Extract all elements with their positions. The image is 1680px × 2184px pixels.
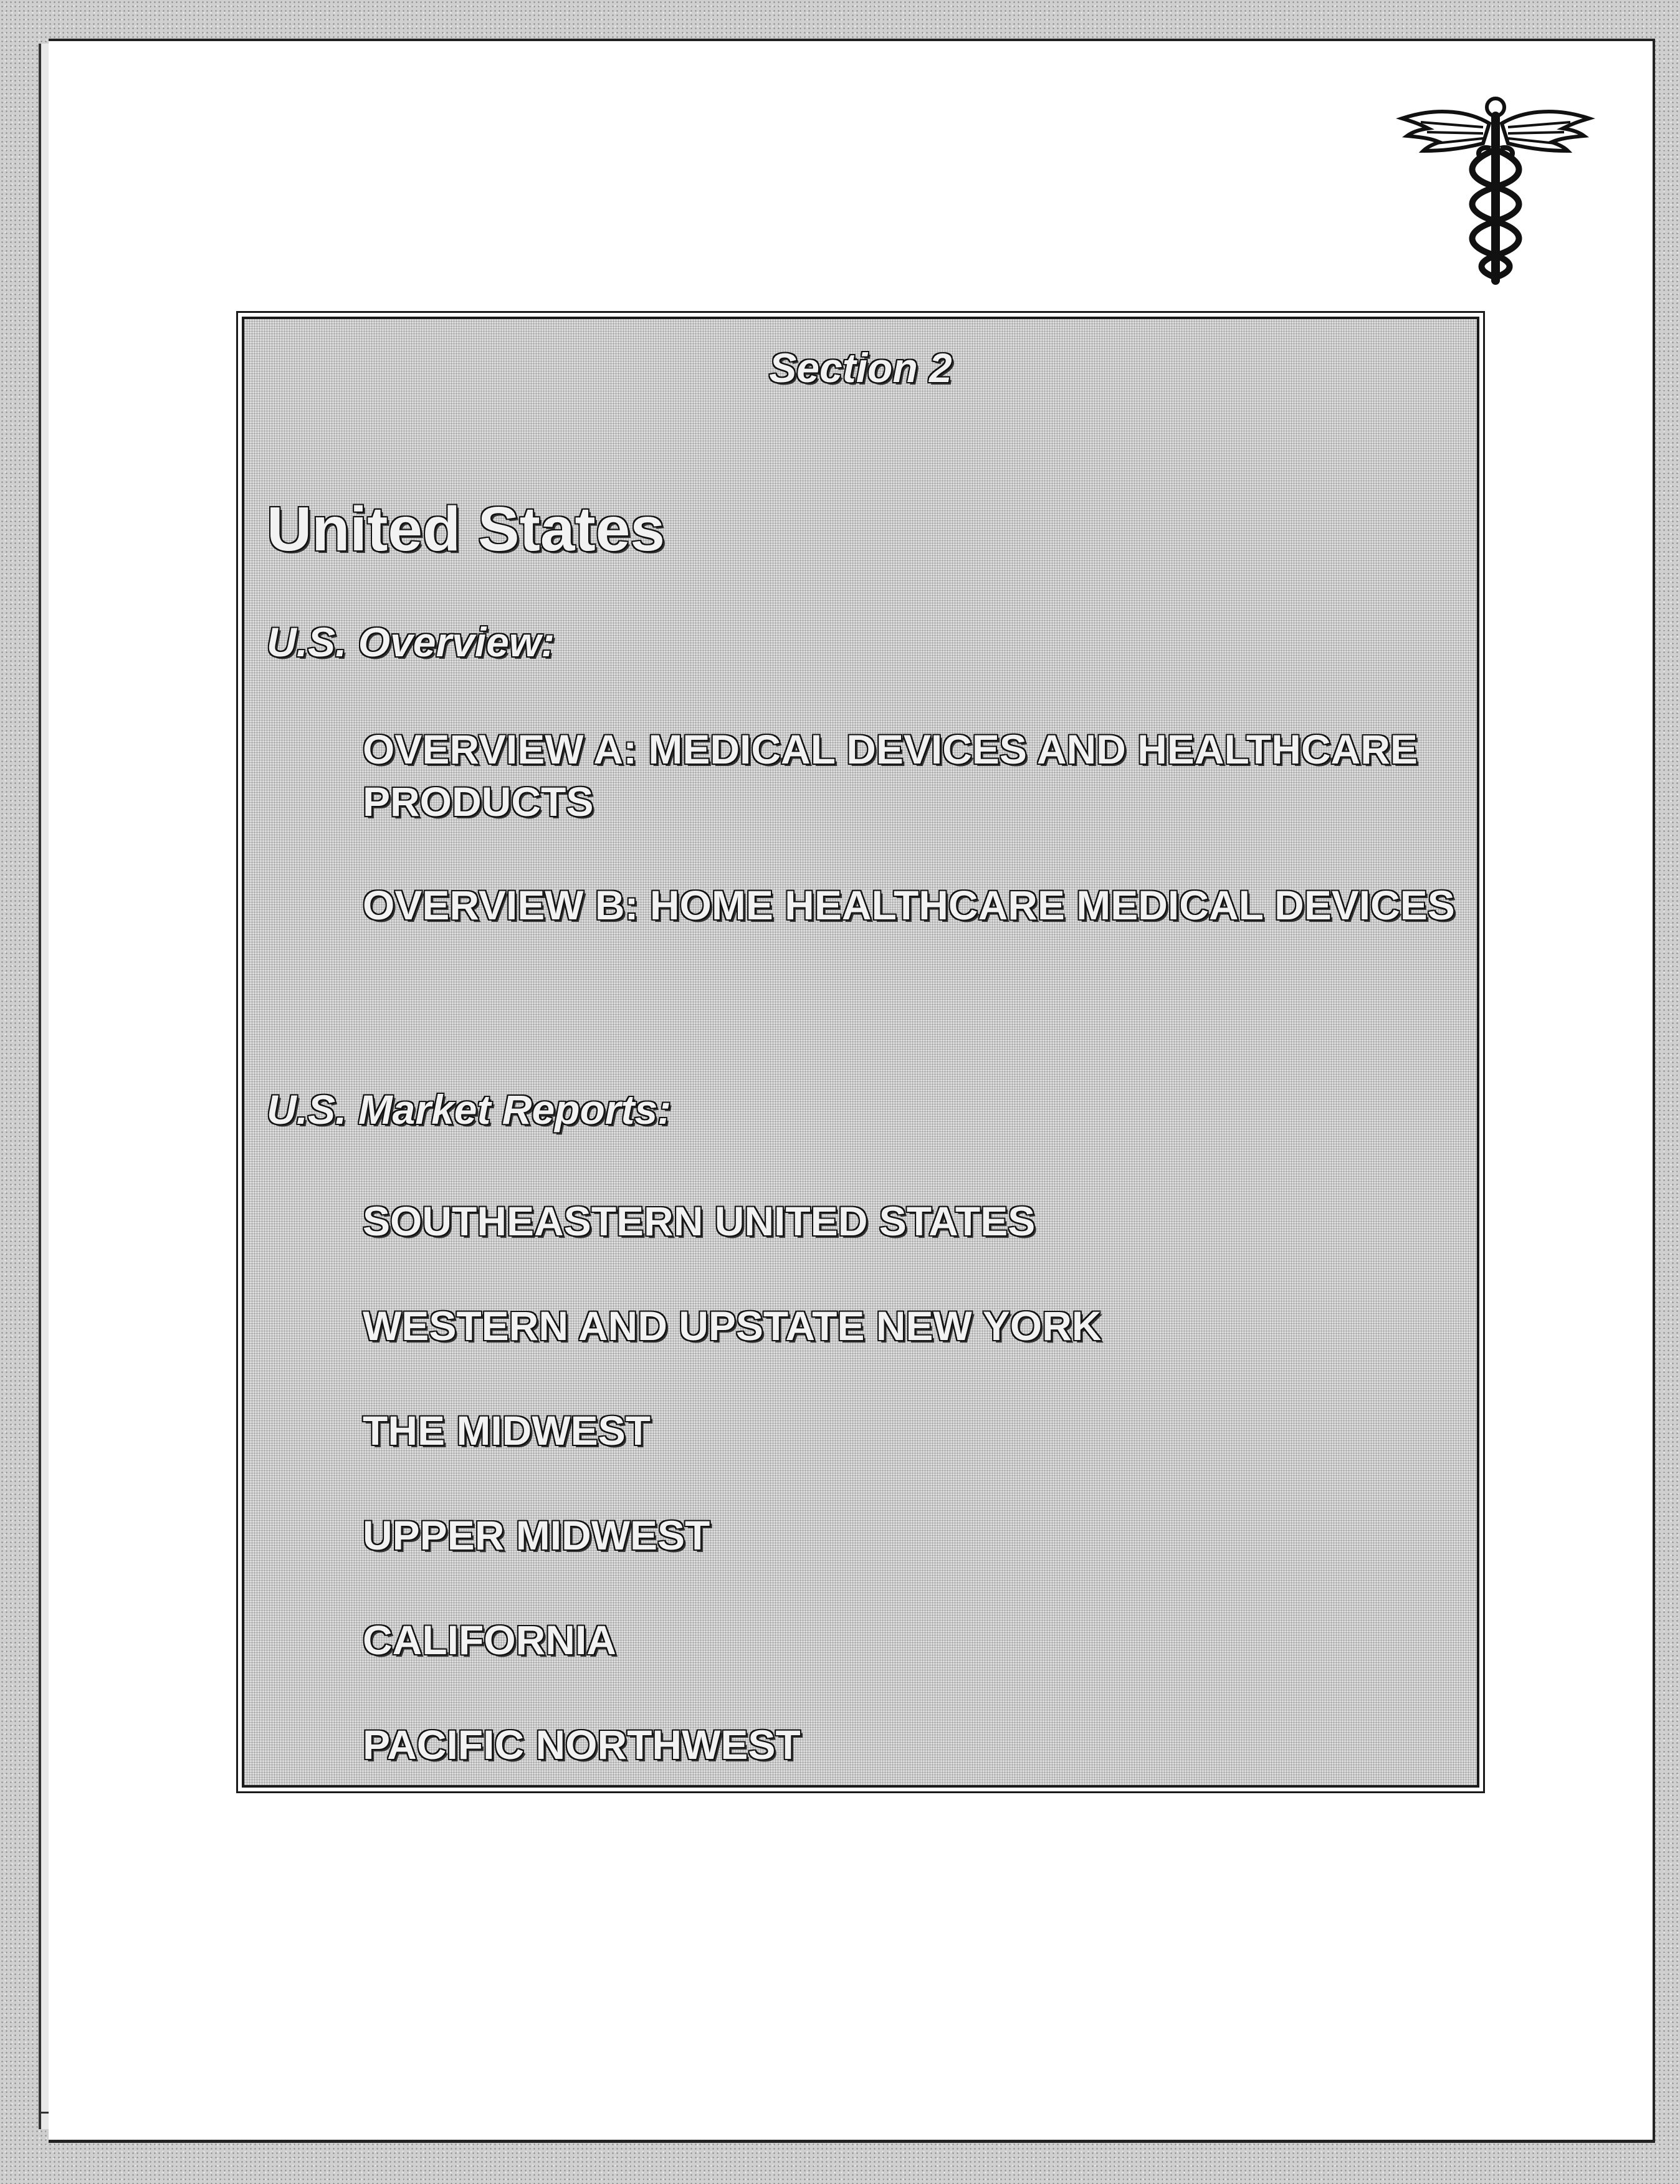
market-report-item: THE MIDWEST: [363, 1407, 651, 1454]
section-label: Section 2: [769, 345, 952, 391]
market-report-item: SOUTHEASTERN UNITED STATES: [363, 1198, 1036, 1244]
overview-item-b: OVERVIEW B: HOME HEALTHCARE MEDICAL DEVICES: [363, 882, 1455, 928]
overview-item-a: OVERVIEW A: MEDICAL DEVICES AND HEALTHCARE PRODUCTS: [363, 726, 1418, 825]
page-title: United States: [267, 494, 666, 564]
caduceus-icon: [1396, 93, 1595, 287]
market-report-item: UPPER MIDWEST: [363, 1512, 710, 1558]
market-reports-heading: U.S. Market Reports:: [267, 1086, 672, 1133]
market-report-item: WESTERN AND UPSTATE NEW YORK: [363, 1303, 1102, 1349]
overview-heading: U.S. Overview:: [267, 619, 555, 665]
market-report-item: CALIFORNIA: [363, 1617, 616, 1663]
market-report-item: PACIFIC NORTHWEST: [363, 1722, 801, 1768]
section-panel: [242, 317, 1479, 1788]
